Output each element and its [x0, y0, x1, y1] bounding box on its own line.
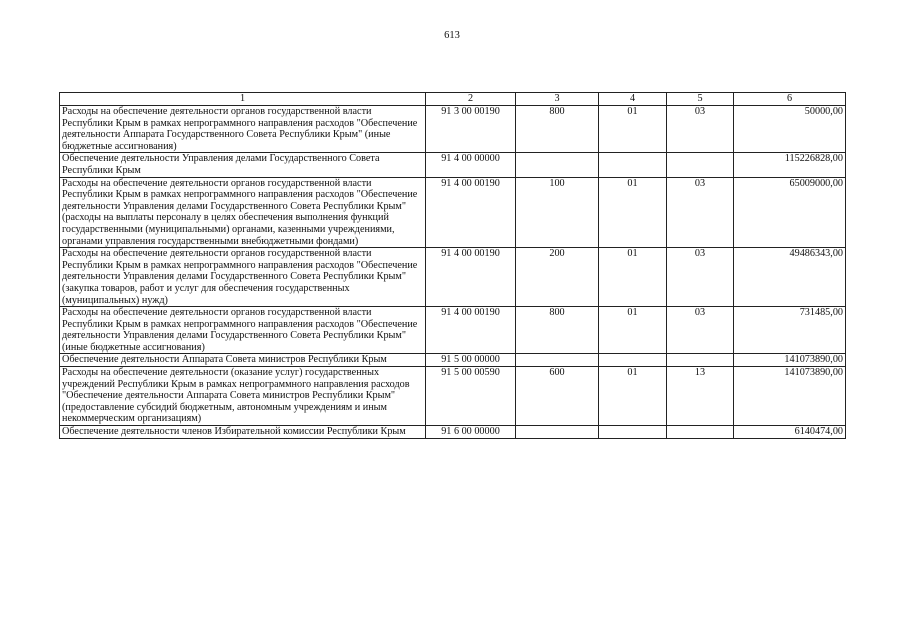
- row-type: 100: [516, 177, 599, 248]
- row-name: Расходы на обеспечение деятельности органов государственной власти Республики Крым в рамках непрограммного направления расходов "Обеспечение деятельности Аппарата Государственного Совета Республики Крым" (иные бюджетные ассигнования): [60, 106, 426, 153]
- column-header-subsection: 5: [667, 93, 734, 106]
- row-name: Расходы на обеспечение деятельности (оказание услуг) государственных учреждений Республики Крым в рамках непрограммного направления расходов "Обеспечение деятельности Аппарата Совета министров Республики Крым" (предоставление субсидий бюджетным, автономным учреждениям и иным некоммерческим организациям): [60, 367, 426, 426]
- row-section: [599, 354, 667, 367]
- table-row: [60, 248, 846, 307]
- row-subsection: 03: [667, 106, 734, 153]
- row-type: 600: [516, 367, 599, 426]
- row-type: [516, 153, 599, 177]
- column-header-type: 3: [516, 93, 599, 106]
- table-row: [60, 367, 846, 426]
- row-name: Расходы на обеспечение деятельности органов государственной власти Республики Крым в рамках непрограммного направления расходов "Обеспечение деятельности Управления делами Государственного Совета Республики Крым" (закупка товаров, работ и услуг для обеспечения государственных (муниципальных) нужд): [60, 248, 426, 307]
- row-name: Расходы на обеспечение деятельности органов государственной власти Республики Крым в рамках непрограммного направления расходов "Обеспечение деятельности Управления делами Государственного Совета Республики Крым" (иные бюджетные ассигнования): [60, 307, 426, 354]
- row-code: 91 4 00 00190: [426, 307, 516, 354]
- row-code: 91 6 00 00000: [426, 426, 516, 439]
- row-amount: 115226828,00: [734, 153, 846, 177]
- row-subsection: [667, 354, 734, 367]
- row-type: 800: [516, 106, 599, 153]
- row-section: 01: [599, 307, 667, 354]
- row-section: [599, 153, 667, 177]
- row-amount: 141073890,00: [734, 367, 846, 426]
- row-type: 800: [516, 307, 599, 354]
- row-section: 01: [599, 106, 667, 153]
- row-code: 91 4 00 00000: [426, 153, 516, 177]
- budget-table: [59, 92, 846, 439]
- row-amount: 65009000,00: [734, 177, 846, 248]
- row-type: 200: [516, 248, 599, 307]
- row-code: 91 4 00 00190: [426, 248, 516, 307]
- row-subsection: 03: [667, 177, 734, 248]
- row-name: Обеспечение деятельности членов Избирательной комиссии Республики Крым: [60, 426, 426, 439]
- row-section: 01: [599, 177, 667, 248]
- page-number: 613: [444, 30, 460, 41]
- row-type: [516, 426, 599, 439]
- row-subsection: 13: [667, 367, 734, 426]
- row-amount: 50000,00: [734, 106, 846, 153]
- table-row: [60, 153, 846, 177]
- row-amount: 141073890,00: [734, 354, 846, 367]
- table-header-row: [60, 93, 846, 106]
- table-row: [60, 106, 846, 153]
- row-subsection: [667, 153, 734, 177]
- row-subsection: [667, 426, 734, 439]
- column-header-name: 1: [60, 93, 426, 106]
- row-amount: 6140474,00: [734, 426, 846, 439]
- row-code: 91 5 00 00000: [426, 354, 516, 367]
- table-row: [60, 177, 846, 248]
- row-amount: 731485,00: [734, 307, 846, 354]
- row-amount: 49486343,00: [734, 248, 846, 307]
- row-subsection: 03: [667, 307, 734, 354]
- row-name: Расходы на обеспечение деятельности органов государственной власти Республики Крым в рамках непрограммного направления расходов "Обеспечение деятельности Управления делами Государственного Совета Республики Крым" (расходы на выплаты персоналу в целях обеспечения выполнения функций государственными (муниципальными) органами, казенными учреждениями, органами управления государственными внебюджетными фондами): [60, 177, 426, 248]
- row-section: 01: [599, 248, 667, 307]
- row-section: [599, 426, 667, 439]
- row-code: 91 3 00 00190: [426, 106, 516, 153]
- column-header-section: 4: [599, 93, 667, 106]
- row-code: 91 4 00 00190: [426, 177, 516, 248]
- column-header-code: 2: [426, 93, 516, 106]
- row-section: 01: [599, 367, 667, 426]
- table-row: [60, 354, 846, 367]
- row-type: [516, 354, 599, 367]
- table-row: [60, 426, 846, 439]
- row-code: 91 5 00 00590: [426, 367, 516, 426]
- row-subsection: 03: [667, 248, 734, 307]
- table-row: [60, 307, 846, 354]
- row-name: Обеспечение деятельности Аппарата Совета министров Республики Крым: [60, 354, 426, 367]
- row-name: Обеспечение деятельности Управления делами Государственного Совета Республики Крым: [60, 153, 426, 177]
- column-header-amount: 6: [734, 93, 846, 106]
